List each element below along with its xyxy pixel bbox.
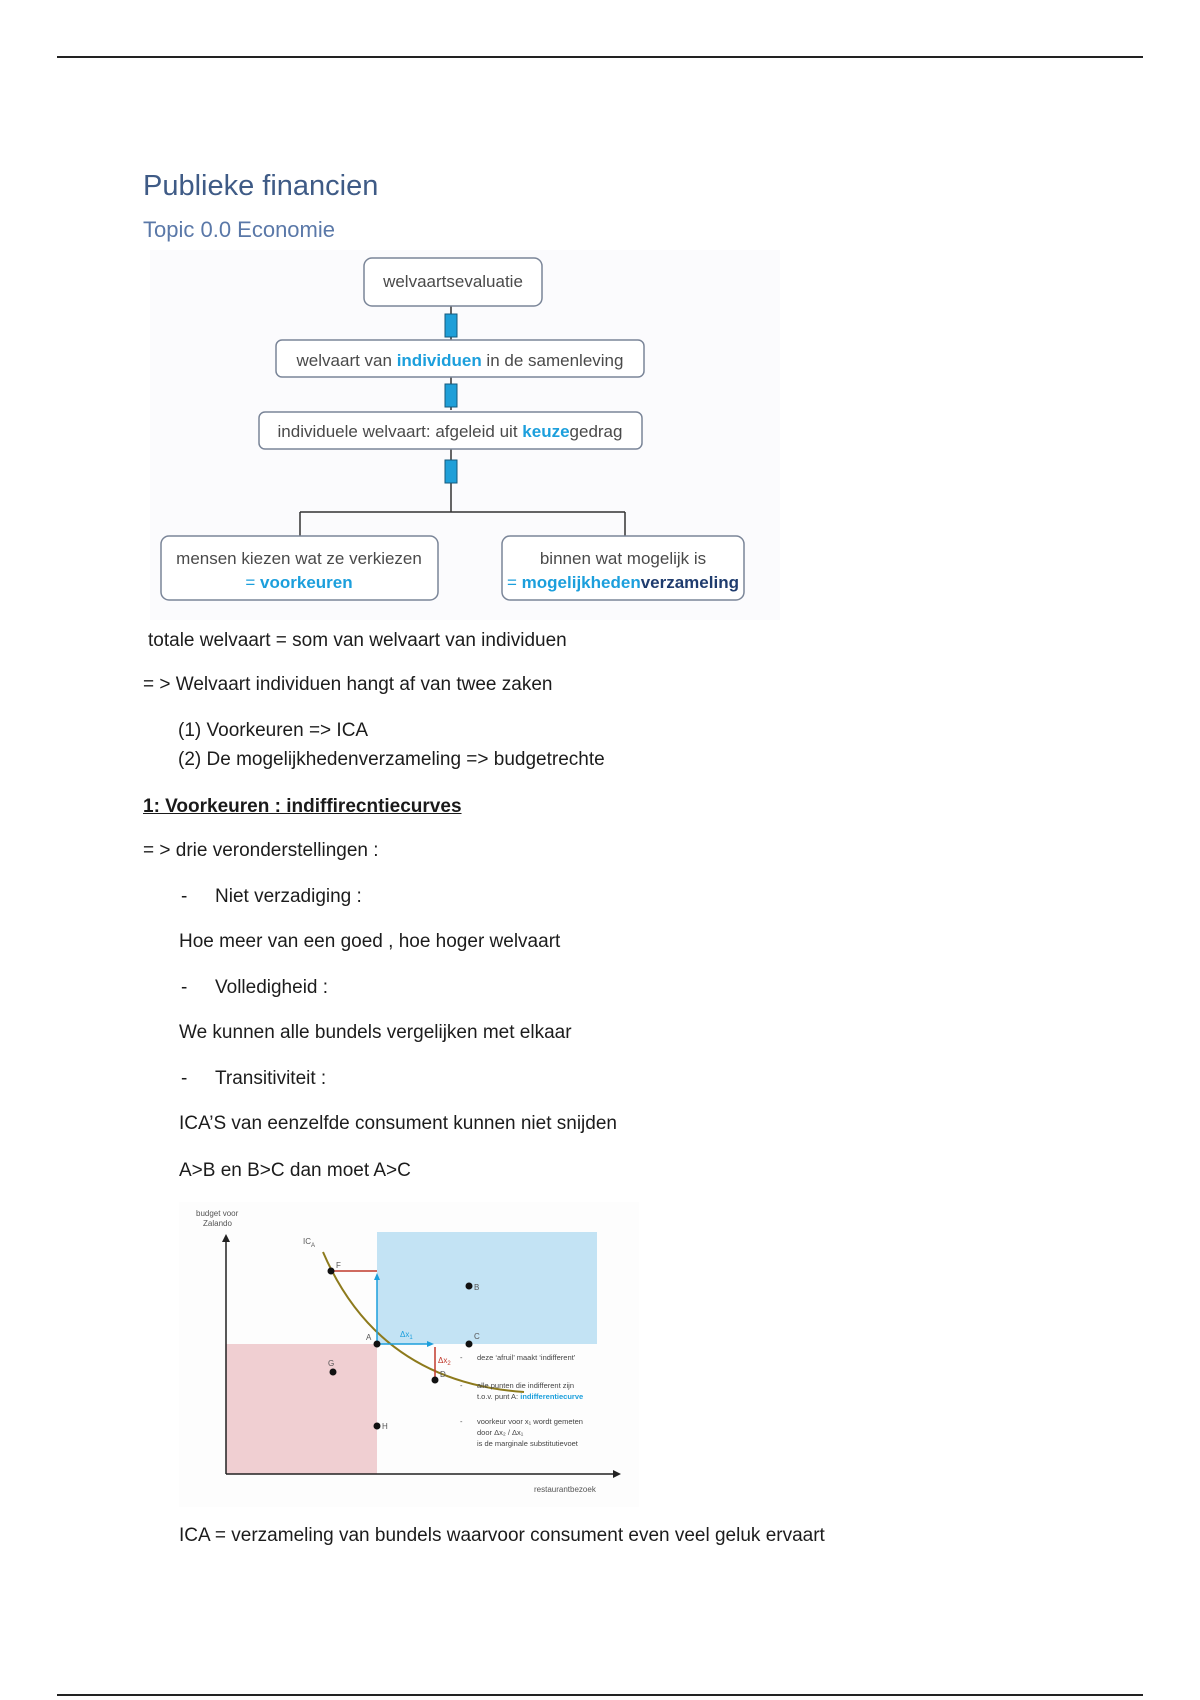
flow-diagram bbox=[150, 250, 780, 620]
annotation-voorkeur-3: is de marginale substitutievoet bbox=[477, 1439, 578, 1448]
indifference-graph bbox=[179, 1202, 639, 1507]
box5-line1: binnen wat mogelijk is bbox=[539, 549, 707, 568]
paragraph-veronderstellingen: = > drie veronderstellingen : bbox=[143, 840, 379, 861]
svg-text:C: C bbox=[474, 1332, 480, 1341]
bullet-dash: - bbox=[181, 977, 188, 998]
annotation-indifferent-1: alle punten die indifferent zijn bbox=[477, 1381, 575, 1390]
closing-definition: ICA = verzameling van bundels waarvoor consument even veel geluk ervaart bbox=[179, 1525, 825, 1546]
list-item-1: (1) Voorkeuren => ICA bbox=[178, 720, 369, 741]
point-H bbox=[374, 1423, 381, 1430]
svg-text:B: B bbox=[474, 1283, 480, 1292]
svg-text:G: G bbox=[328, 1359, 335, 1368]
curve-label: $IC_A$ bbox=[303, 1237, 316, 1249]
bullet-transitiviteit: Transitiviteit : bbox=[215, 1068, 327, 1089]
connector-2 bbox=[445, 384, 457, 407]
svg-text:D: D bbox=[440, 1370, 446, 1379]
inferior-region bbox=[226, 1344, 377, 1474]
box1-text: welvaartsevaluatie bbox=[383, 272, 523, 291]
annotation-afruil: deze ‘afruil’ maakt ‘indifferent’ bbox=[477, 1353, 576, 1362]
annotation-dash: - bbox=[460, 1417, 463, 1426]
delta-x1-label: $\Delta x_1$ bbox=[400, 1330, 413, 1341]
bullet-niet-verzadiging-text: Hoe meer van een goed , hoe hoger welvaart bbox=[179, 931, 561, 952]
bullet-niet-verzadiging: Niet verzadiging : bbox=[215, 886, 362, 907]
bullet-volledigheid: Volledigheid : bbox=[215, 977, 329, 998]
annotation-dash: - bbox=[460, 1381, 463, 1390]
bullet-dash: - bbox=[181, 1068, 188, 1089]
point-C bbox=[466, 1341, 473, 1348]
x-label: restaurantbezoek bbox=[534, 1485, 596, 1494]
point-G bbox=[330, 1369, 337, 1376]
box2-text: welvaart van individuen in de samenleving bbox=[296, 351, 624, 370]
box4-line1: mensen kiezen wat ze verkiezen bbox=[176, 549, 422, 568]
annotation-voorkeur-2: door Δx₂ / Δx₁ bbox=[477, 1428, 524, 1437]
y-label-line1: budget voor bbox=[196, 1209, 239, 1218]
paragraph-totale-welvaart: totale welvaart = som van welvaart van individuen bbox=[148, 630, 567, 651]
delta-x2-label: $\Delta x_2$ bbox=[438, 1356, 451, 1367]
point-F bbox=[328, 1268, 335, 1275]
preferred-region bbox=[377, 1232, 597, 1344]
list-item-2: (2) De mogelijkhedenverzameling => budgetrechte bbox=[178, 749, 605, 770]
connector-1 bbox=[445, 314, 457, 337]
bullet-volledigheid-text: We kunnen alle bundels vergelijken met elkaar bbox=[179, 1022, 572, 1043]
point-B bbox=[466, 1283, 473, 1290]
document-title: Publieke financien bbox=[143, 170, 379, 202]
box4-line2: = voorkeuren bbox=[245, 573, 353, 592]
point-D bbox=[432, 1377, 439, 1384]
section-heading: 1: Voorkeuren : indiffirecntiecurves bbox=[143, 796, 462, 817]
annotation-voorkeur-1: voorkeur voor x₁ wordt gemeten bbox=[477, 1417, 583, 1426]
svg-text:A: A bbox=[366, 1333, 372, 1342]
svg-text:H: H bbox=[382, 1422, 388, 1431]
annotation-indifferent-2: t.o.v. punt A: indifferentiecurve bbox=[477, 1392, 584, 1401]
bullet-dash: - bbox=[181, 886, 188, 907]
connector-3 bbox=[445, 460, 457, 483]
svg-text:F: F bbox=[336, 1261, 341, 1270]
document-subtitle: Topic 0.0 Economie bbox=[143, 217, 335, 242]
box3-text: individuele welvaart: afgeleid uit keuzegedrag bbox=[277, 422, 623, 441]
top-rule bbox=[57, 56, 1143, 58]
bottom-rule bbox=[57, 1694, 1143, 1696]
y-label-line2: Zalando bbox=[203, 1219, 232, 1228]
bullet-transitiviteit-text-1: ICA’S van eenzelfde consument kunnen niet snijden bbox=[179, 1113, 617, 1134]
paragraph-twee-zaken: = > Welvaart individuen hangt af van twee zaken bbox=[143, 674, 553, 695]
box5-line2: = mogelijkhedenverzameling bbox=[507, 573, 739, 592]
point-A bbox=[374, 1341, 381, 1348]
annotation-dash: - bbox=[460, 1353, 463, 1362]
bullet-transitiviteit-text-2: A>B en B>C dan moet A>C bbox=[179, 1160, 411, 1181]
